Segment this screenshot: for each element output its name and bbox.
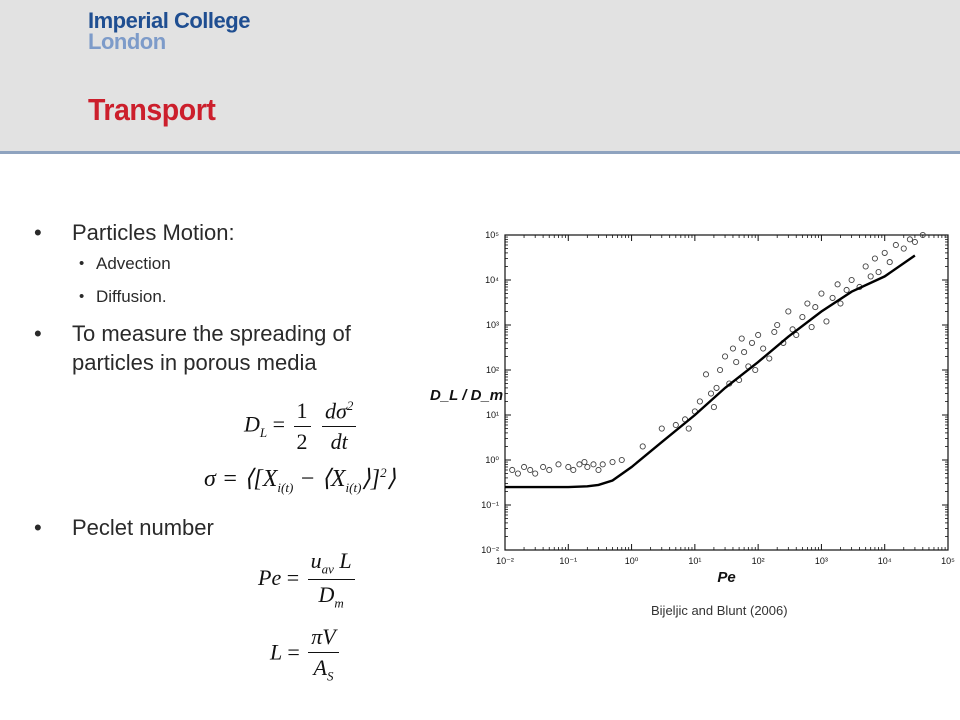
- data-point: [717, 367, 722, 372]
- y-tick-label: 10⁰: [485, 455, 499, 465]
- data-point: [571, 467, 576, 472]
- data-point: [749, 340, 754, 345]
- data-point: [813, 304, 818, 309]
- data-point: [805, 301, 810, 306]
- y-tick-label: 10⁻¹: [481, 500, 499, 510]
- data-point: [711, 404, 716, 409]
- equation-l: L = $\frac{\pi V}{A_S}$: [270, 624, 342, 684]
- x-tick-label: 10¹: [688, 556, 702, 566]
- data-point: [901, 246, 906, 251]
- data-point: [893, 242, 898, 247]
- data-point: [835, 282, 840, 287]
- equation-dl: $D_L$ = $\frac{1}{2}$ $\frac{d\sigma^2}{dt}$: [244, 398, 359, 455]
- y-tick-label: 10²: [485, 365, 499, 375]
- data-point: [863, 264, 868, 269]
- data-point: [577, 462, 582, 467]
- data-point: [876, 269, 881, 274]
- y-tick-label: 10³: [485, 320, 499, 330]
- data-point: [887, 259, 892, 264]
- y-axis-label: D_L / D_m: [430, 387, 504, 404]
- data-point: [786, 309, 791, 314]
- y-tick-label: 10⁵: [485, 230, 499, 240]
- data-point: [872, 256, 877, 261]
- data-point: [703, 372, 708, 377]
- data-point: [742, 349, 747, 354]
- data-point: [528, 467, 533, 472]
- data-point: [824, 319, 829, 324]
- data-point: [882, 250, 887, 255]
- data-point: [556, 462, 561, 467]
- chart-svg: [428, 210, 958, 595]
- data-point: [849, 277, 854, 282]
- data-point: [868, 274, 873, 279]
- model-curve: [505, 256, 915, 488]
- data-point: [600, 462, 605, 467]
- data-point: [767, 356, 772, 361]
- data-point: [697, 399, 702, 404]
- data-point: [566, 464, 571, 469]
- data-point: [838, 301, 843, 306]
- x-tick-label: 10³: [814, 556, 828, 566]
- data-point: [772, 329, 777, 334]
- data-point: [734, 359, 739, 364]
- data-point: [582, 459, 587, 464]
- bullet-particles-motion: • Particles Motion:: [34, 218, 434, 247]
- bullet-peclet: • Peclet number: [34, 513, 372, 542]
- x-axis-label: Pe: [717, 569, 736, 586]
- data-point: [515, 471, 520, 476]
- bullet-spreading: • To measure the spreading of particles in porous media: [34, 319, 434, 377]
- equation-pe: Pe = $\frac{u_{av} L}{D_m}$: [258, 548, 358, 612]
- slide-header: [0, 0, 960, 154]
- data-point: [830, 295, 835, 300]
- data-point: [722, 354, 727, 359]
- data-point: [756, 332, 761, 337]
- plot-frame: [505, 235, 948, 550]
- data-point: [775, 322, 780, 327]
- equation-sigma: $\sigma = ⟨[X_{i(t)}$ − $⟨X_{i(t)}⟩]^2⟩$: [204, 465, 396, 495]
- imperial-logo: [88, 10, 250, 52]
- data-point: [640, 444, 645, 449]
- dispersion-chart: [428, 210, 958, 600]
- x-tick-label: 10⁴: [877, 556, 892, 566]
- y-tick-label: 10⁻²: [481, 545, 499, 555]
- data-point: [819, 291, 824, 296]
- logo-line1: Imperial College: [88, 8, 250, 33]
- y-tick-label: 10⁴: [485, 275, 499, 285]
- data-point: [547, 467, 552, 472]
- data-point: [912, 239, 917, 244]
- x-tick-label: 10²: [751, 556, 765, 566]
- data-point: [761, 346, 766, 351]
- data-point: [591, 462, 596, 467]
- data-point: [800, 314, 805, 319]
- slide-title: Transport: [88, 92, 216, 127]
- data-point: [541, 464, 546, 469]
- bullet-diffusion: • Diffusion.: [34, 286, 434, 308]
- x-tick-label: 10⁻²: [496, 556, 514, 566]
- data-point: [585, 464, 590, 469]
- x-tick-label: 10⁵: [941, 556, 955, 566]
- data-point: [596, 467, 601, 472]
- data-point: [730, 346, 735, 351]
- data-point: [521, 464, 526, 469]
- x-tick-label: 10⁻¹: [559, 556, 578, 566]
- data-point: [714, 385, 719, 390]
- y-tick-label: 10¹: [485, 410, 499, 420]
- data-point: [673, 422, 678, 427]
- data-point: [753, 367, 758, 372]
- figure-caption: Bijeljic and Blunt (2006): [651, 603, 788, 618]
- data-point: [610, 459, 615, 464]
- data-point: [844, 287, 849, 292]
- data-point: [533, 471, 538, 476]
- data-point: [907, 237, 912, 242]
- data-point: [809, 324, 814, 329]
- data-point: [510, 467, 515, 472]
- data-point: [619, 457, 624, 462]
- x-tick-label: 10⁰: [624, 556, 639, 566]
- data-point: [739, 336, 744, 341]
- data-point: [686, 426, 691, 431]
- logo-line2: London: [88, 29, 166, 54]
- data-point: [659, 426, 664, 431]
- data-point: [708, 391, 713, 396]
- bullet-advection: • Advection: [34, 253, 434, 275]
